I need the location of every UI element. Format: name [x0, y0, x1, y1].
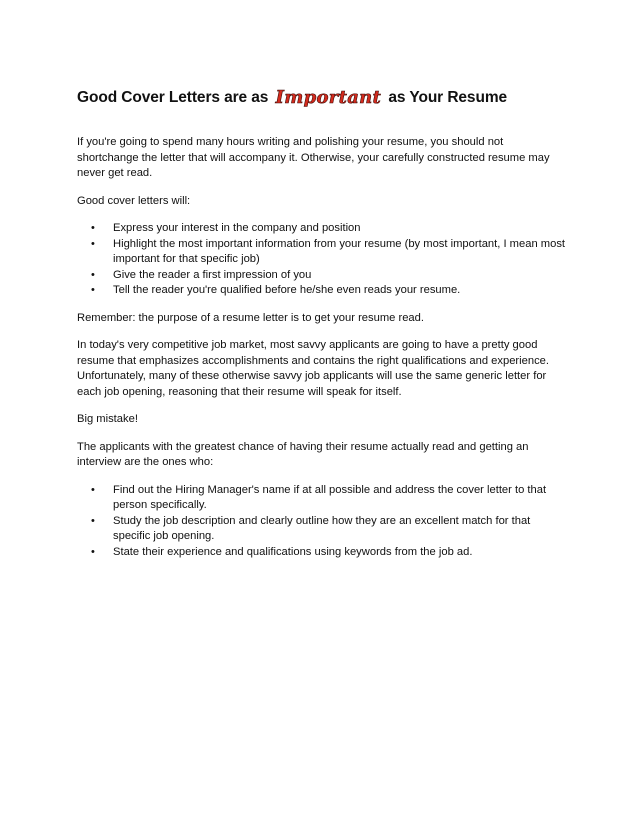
list-item-text: State their experience and qualifications using keywords from the job ad. — [113, 545, 473, 558]
bullet-icon: • — [91, 237, 95, 250]
cover-letter-will-list — [77, 221, 567, 299]
bullet-icon: • — [91, 545, 95, 558]
list-item-text: Highlight the most important information from your resume (by most important, I mean most important for that specific job) — [113, 237, 566, 265]
list-item — [77, 221, 567, 237]
intro-paragraph: If you're going to spend many hours writing and polishing your resume, you should not shortchange the letter that will accompany it. Otherwise, your carefully constructed resume may never get read. — [77, 136, 550, 179]
mistake-paragraph: Big mistake! — [77, 413, 138, 425]
remember-paragraph: Remember: the purpose of a resume letter is to get your resume read. — [77, 311, 424, 324]
title-emphasis-word: Important — [275, 87, 382, 108]
list-item-text: Give the reader a first impression of you — [113, 268, 312, 281]
bullet-icon: • — [91, 514, 95, 527]
bullet-icon: • — [91, 268, 95, 281]
will-intro-paragraph: Good cover letters will: — [77, 194, 191, 207]
document-page — [77, 86, 567, 572]
list-item — [77, 268, 567, 284]
list-item-text: Express your interest in the company and position — [113, 222, 361, 234]
title-prefix: Good Cover Letters are as — [77, 89, 269, 106]
list-item-text: Study the job description and clearly outline how they are an excellent match for that specific job opening. — [113, 514, 531, 542]
title-suffix: as Your Resume — [388, 89, 508, 106]
list-item — [77, 237, 567, 268]
list-item — [77, 483, 567, 514]
list-item — [77, 545, 567, 561]
list-item — [77, 514, 567, 545]
bullet-icon: • — [91, 284, 95, 296]
list-item-text: Tell the reader you're qualified before he/she even reads your resume. — [113, 284, 461, 296]
list-item-text: Find out the Hiring Manager's name if at all possible and address the cover letter to that person specifically. — [113, 483, 547, 511]
bullet-icon: • — [91, 222, 95, 234]
market-paragraph: In today's very competitive job market, most savvy applicants are going to have a pretty good resume that emphasizes accomplishments and contains the right qualifications and experience. Unfortunately, many of these otherwise savvy job applicants will use the same generic letter for each job opening, reasoning that their resume will speak for itself. — [77, 339, 549, 398]
bullet-icon: • — [91, 483, 95, 496]
document-title — [77, 86, 567, 109]
applicants-who-list — [77, 483, 567, 561]
list-item — [77, 283, 567, 299]
applicants-paragraph: The applicants with the greatest chance of having their resume actually read and getting an interview are the ones who: — [77, 440, 529, 468]
